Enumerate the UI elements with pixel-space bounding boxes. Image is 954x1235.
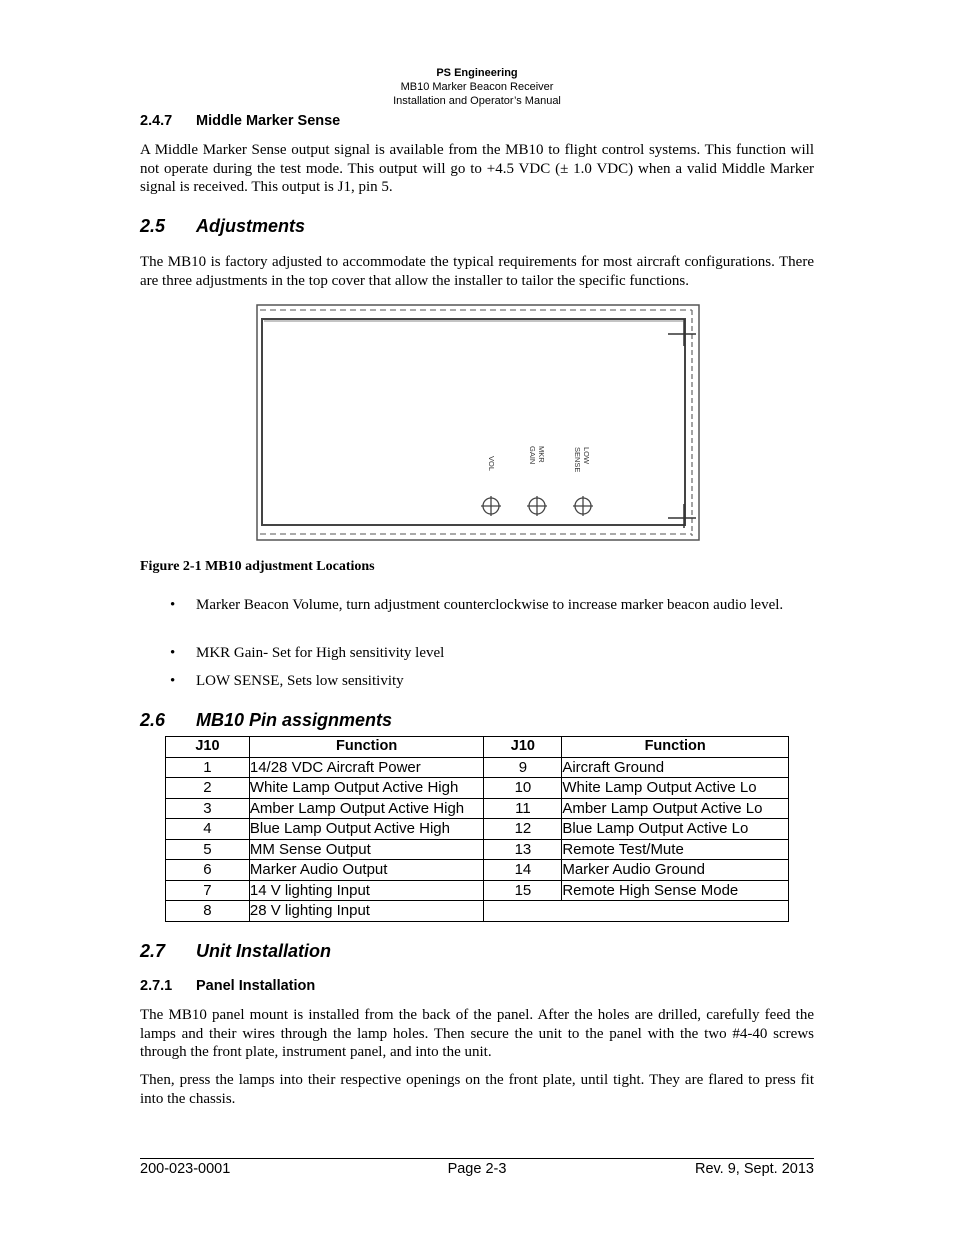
pin-function: Amber Lamp Output Active Lo: [562, 798, 789, 819]
footer-revision: Rev. 9, Sept. 2013: [694, 1161, 814, 1177]
page-header: [140, 66, 814, 108]
section-title: Unit Installation: [196, 941, 331, 961]
pin-function: 14 V lighting Input: [249, 880, 484, 901]
figure-caption: Figure 2-1 MB10 adjustment Locations: [140, 559, 375, 574]
pin-function: 28 V lighting Input: [249, 901, 484, 922]
pin-function: White Lamp Output Active High: [249, 778, 484, 799]
section-number: 2.5: [140, 216, 166, 236]
pin-number: 14: [484, 860, 562, 881]
column-header: J10: [166, 737, 250, 758]
bullet-item: [170, 644, 814, 663]
pin-number: 6: [166, 860, 250, 881]
bullet-item: [170, 672, 814, 691]
section-2-7-heading: [140, 941, 331, 962]
pin-number: 5: [166, 839, 250, 860]
bullet-symbol: •: [170, 597, 176, 613]
adjustment-diagram: [256, 304, 702, 542]
label-low: LOW: [582, 447, 591, 465]
label-vol: VOL: [487, 456, 496, 472]
table-header-row: [166, 737, 789, 758]
bullet-symbol: •: [170, 645, 176, 661]
pin-number: 9: [484, 757, 562, 778]
column-header: J10: [484, 737, 562, 758]
table-row: [166, 860, 789, 881]
label-mkr: MKR: [537, 446, 546, 463]
bullet-item: [170, 596, 814, 615]
pin-number: 2: [166, 778, 250, 799]
pin-number: 10: [484, 778, 562, 799]
table-row: [166, 901, 789, 922]
header-company: PS Engineering: [436, 67, 518, 79]
pin-function: Remote Test/Mute: [562, 839, 789, 860]
pin-assignment-table: [165, 736, 789, 922]
section-number: 2.6: [140, 710, 166, 730]
pin-function: MM Sense Output: [249, 839, 484, 860]
pin-number: 11: [484, 798, 562, 819]
pin-number: 4: [166, 819, 250, 840]
pin-function: Blue Lamp Output Active Lo: [562, 819, 789, 840]
section-2-7-1-paragraph-1: The MB10 panel mount is installed from the back of the panel. After the holes are drilled, carefully feed the lamps and their wires through the lamp holes. Then secure the unit to the panel with the two #4-40 screws through the front plate, instrument panel, and into the unit.: [140, 1007, 814, 1061]
section-title: Panel Installation: [196, 978, 316, 994]
section-2-5-heading: [140, 216, 305, 237]
pin-number: 15: [484, 880, 562, 901]
table-row: [166, 757, 789, 778]
pin-function: Blue Lamp Output Active High: [249, 819, 484, 840]
bullet-text: Marker Beacon Volume, turn adjustment counterclockwise to increase marker beacon audio level.: [196, 597, 784, 613]
section-number: 2.7.1: [140, 978, 173, 994]
footer-page-number: Page 2-3: [447, 1161, 507, 1177]
pin-function: Marker Audio Output: [249, 860, 484, 881]
section-2-4-7-body: A Middle Marker Sense output signal is available from the MB10 to flight control systems. This function will not operate during the test mode. This output will go to +4.5 VDC (± 1.0 VDC) when a valid Middle Marker signal is received. This output is J1, pin 5.: [140, 142, 814, 196]
label-sense: SENSE: [573, 447, 582, 473]
column-header: Function: [249, 737, 484, 758]
section-title: MB10 Pin assignments: [196, 710, 393, 730]
table-row: [166, 798, 789, 819]
header-manual: Installation and Operator’s Manual: [393, 95, 561, 107]
table-row: [166, 839, 789, 860]
pin-function: Remote High Sense Mode: [562, 880, 789, 901]
footer-doc-number: 200-023-0001: [140, 1161, 231, 1177]
section-title: Adjustments: [196, 216, 306, 236]
section-2-5-body: The MB10 is factory adjusted to accommodate the typical requirements for most aircraft configurations. There are three adjustments in the top cover that allow the installer to tailor the specific functions.: [140, 254, 814, 289]
bullet-text: MKR Gain- Set for High sensitivity level: [196, 645, 445, 661]
section-title: Middle Marker Sense: [196, 113, 341, 129]
pin-number: 12: [484, 819, 562, 840]
pin-function: Marker Audio Ground: [562, 860, 789, 881]
pin-number: 1: [166, 757, 250, 778]
section-2-6-heading: [140, 710, 392, 731]
empty-cell: [484, 901, 789, 922]
table-row: [166, 778, 789, 799]
section-2-4-7-heading: [140, 113, 340, 129]
header-product: MB10 Marker Beacon Receiver: [400, 81, 554, 93]
section-number: 2.4.7: [140, 113, 173, 129]
pin-function: White Lamp Output Active Lo: [562, 778, 789, 799]
pin-function: Aircraft Ground: [562, 757, 789, 778]
label-gain: GAIN: [528, 446, 537, 465]
pin-function: 14/28 VDC Aircraft Power: [249, 757, 484, 778]
table-row: [166, 819, 789, 840]
pin-number: 13: [484, 839, 562, 860]
pin-function: Amber Lamp Output Active High: [249, 798, 484, 819]
bullet-text: LOW SENSE, Sets low sensitivity: [196, 673, 404, 689]
section-number: 2.7: [140, 941, 166, 961]
pin-number: 8: [166, 901, 250, 922]
bullet-symbol: •: [170, 673, 176, 689]
section-2-7-1-heading: [140, 978, 315, 994]
pin-number: 3: [166, 798, 250, 819]
section-2-7-1-paragraph-2: Then, press the lamps into their respective openings on the front plate, until tight. They are flared to press fit into the chassis.: [140, 1072, 814, 1107]
table-row: [166, 880, 789, 901]
pin-number: 7: [166, 880, 250, 901]
column-header: Function: [562, 737, 789, 758]
footer-divider: [140, 1158, 814, 1159]
